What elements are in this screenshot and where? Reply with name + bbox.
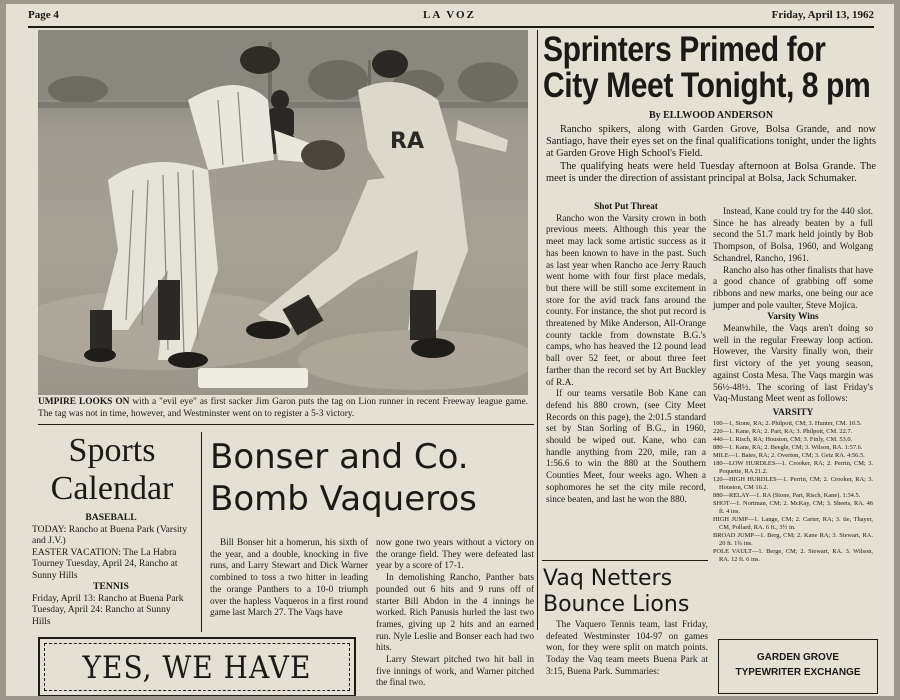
body-paragraph: Instead, Kane could try for the 440 slot. Since he has already beaten by a full second the 51.7 mark held jointly by Bob Thompson, of Bolsa, 1960, and Wolgang Schandrel, Rancho, 1961. <box>713 207 873 264</box>
section-rule <box>38 424 534 425</box>
results-title: VARSITY <box>772 407 814 418</box>
sprinters-column-1 <box>546 202 706 506</box>
body-paragraph: Rancho won the Varsity crown in both previous meets. Although this year the meet may lack some artistic success as it has been known to have in the past. Such as last year when Rancho ace Jerry Rauch went home with four first place medals, but there will be still some excitement in store for the avid track fans around the county. For instance, the shot put record is threatened by Mike Anderson, All-Orange county tackle from downstate B.G.'s camps, who has heaved the 12 pound lead ball over 52 feet, or about three feet farther than the record set by Art Buckley of R.A. <box>546 213 706 388</box>
bonser-column-2 <box>376 538 534 690</box>
schedule-item: EASTER VACATION: The La Habra Tourney Tuesday, April 24, Rancho at Sunny Hills <box>32 546 178 581</box>
lead-paragraph: The qualifying heats were held Tuesday afternoon at Bolsa Grande. The meet is under the direction of assistant principal at Bolsa, Jack Schumaker. <box>546 160 876 184</box>
masthead-rule <box>28 26 874 28</box>
photo-caption <box>38 396 528 420</box>
column-rule <box>201 432 202 632</box>
masthead <box>28 9 874 25</box>
body-paragraph: If our teams versatile Bob Kane can defend his 880 crown, (see City Meet Records on this page), the 2:01.5 standard set by Stan Sorling of B.G., in 1960, should be wiped out. Kane, who can handle anything from 220, mile, ran a 1:56.6 to win the 880 at the Southern Counties Meet, four weeks ago. When a sophomores he set the city mile record, since beaten, and last he won the 880. <box>546 389 706 505</box>
body-paragraph: The Vaquero Tennis team, last Friday, defeated Westminster 104-97 on games won, for they were split on match points. Today the Vaq team meets Buena Park at 3:15, Buena Park. Summaries: <box>546 620 708 677</box>
results-item: SHOT—1. Nortman, CM; 2. McKay, CM; 3. Sheets, RA. 46 ft. 4 ins. <box>713 499 873 515</box>
ad-text: YES, WE HAVE <box>82 649 312 686</box>
sports-calendar-title-line2: Calendar <box>50 470 174 507</box>
results-item: 100—1, Stone, RA; 2. Philpott, CM; 3. Hunter, CM. 10.5. <box>713 419 862 427</box>
bonser-headline-line2: Bomb Vaqueros <box>210 479 477 519</box>
results-item: 880—RELAY—1. RA (Stone, Part, Risch, Kane). 1:34.5. <box>713 491 861 499</box>
sprinters-lead <box>546 124 876 185</box>
column-rule <box>537 30 538 630</box>
netters-headline-line1: Vaq Netters <box>543 566 673 591</box>
schedule-header-tennis: TENNIS <box>93 581 129 592</box>
results-item: 220—1. Kane, RA; 2. Part, RA; 3. Philpott, CM. 22.7. <box>713 427 853 435</box>
svg-text:RA: RA <box>390 129 424 154</box>
results-item: 440—1. Risch, RA; Houston, CM; 3. Finly, CM. 53.0. <box>713 435 853 443</box>
body-paragraph: now gone two years without a victory on the orange field. They were defeated last year by a score of 17-1. <box>376 538 534 572</box>
caption-text: with a "evil eye" as first sacker Jim Garon puts the tag on Lion runner in recent Freeway league game. The tag was not in time, however, and Westminster went on to register a 5-3 victory. <box>38 397 528 419</box>
body-paragraph: Meanwhile, the Vaqs aren't doing so well in the regular Freeway loop action. However, the Varsity finally won, their first victory of the yet young season, against Costa Mesa. The Vaqs margin was 56½-48½. The scoring of last Friday's Vaq-Mustang Meet went as follows: <box>713 324 873 405</box>
sports-calendar-title <box>32 432 192 508</box>
netters-body <box>546 620 708 679</box>
body-paragraph: In demolishing Rancho, Panther bats pounded out 6 hits and 9 runs off of starter Bill Abdon in the 4 innings he worked. Rich Panusis hurled the last two frames, giving up 2 hits and an earned run. Nyle Leslie and Bonser each had two hits. <box>376 573 534 654</box>
bonser-headline <box>210 436 510 520</box>
results-item: 880—1. Kane, RA; 2. Beegle, CM; 3. Wilson, RA. 1:57.6. <box>713 443 863 451</box>
byline: By ELLWOOD ANDERSON <box>648 110 774 121</box>
results-item: 180—LOW HURDLES—1. Crooker, RA; 2. Perrin, CM; 3. Poquette, RA 21.2. <box>713 459 873 475</box>
netters-headline-line2: Bounce Lions <box>543 592 690 617</box>
sprinters-headline-line2: City Meet Tonight, 8 pm <box>543 66 871 105</box>
results-item: POLE VAULT—1. Berge, CM; 2. Stewart, RA. 3. Wilson, RA. 12 ft. 6 ins. <box>713 547 873 563</box>
yes-we-have-ad <box>38 637 356 696</box>
subhead-varsity-wins: Varsity Wins <box>767 312 819 323</box>
ad-line: TYPEWRITER EXCHANGE <box>735 667 861 678</box>
body-paragraph: Rancho also has other finalists that have a good chance of grabbing off some ribbons and new marks, one being our ace jumper and pole vaulter, Steve Mojica. <box>713 265 873 311</box>
body-paragraph: Larry Stewart pitched two hit ball in five innings of work, and Warner pitched the final two. <box>376 655 534 689</box>
results-list <box>713 420 873 564</box>
issue-date: Friday, April 13, 1962 <box>771 9 874 21</box>
netters-headline <box>543 566 713 618</box>
results-item: BROAD JUMP—1. Berg, CM; 2. Kane RA; 3. Stewart, RA. 20 ft. 1¾ ins. <box>713 531 873 547</box>
section-rule <box>542 560 708 561</box>
baseball-photo <box>38 30 528 395</box>
bonser-headline-line1: Bonser and Co. <box>210 437 469 477</box>
schedule-header-baseball: BASEBALL <box>85 512 137 523</box>
schedule-item: Tuesday, April 24: Rancho at Sunny Hills <box>32 604 171 627</box>
sprinters-headline <box>543 30 871 105</box>
baseball-photo-art <box>38 30 528 395</box>
sports-schedule <box>32 512 190 627</box>
paper-name: LA VOZ <box>423 9 476 21</box>
sprinters-headline-line1: Sprinters Primed for <box>543 30 826 69</box>
newspaper-page <box>6 4 894 696</box>
sprinters-column-2 <box>713 207 873 564</box>
schedule-item: Friday, April 13: Rancho at Buena Park <box>32 592 184 604</box>
results-item: 120—HIGH HURDLES—1. Perrin, CM; 2. Crooker, RA; 3. Houston, CM 16.2. <box>713 475 873 491</box>
results-item: MILE—1. Bates, RA; 2. Overton, CM; 3. Getz RA. 4:56.5. <box>713 451 865 459</box>
page-number: Page 4 <box>28 9 59 21</box>
body-paragraph: Bill Bonser hit a homerun, his sixth of the year, and a double, knocking in five runs, and Larry Stewart and Dick Warner combined to toss a two hitter in leading the orange Panthers to a 10-0 triumph over the hapless Vaqueros in a first round game last March 27. The Vaqs have <box>210 538 368 619</box>
sports-calendar-title-line1: Sports <box>68 432 156 469</box>
results-item: HIGH JUMP—1. Lange, CM; 2. Carter, RA; 3. tie, Thayer, CM, Pollard, RA. 6 ft., 3½ in. <box>713 515 873 531</box>
bonser-column-1 <box>210 538 368 620</box>
subhead-shot-put: Shot Put Threat <box>594 202 658 212</box>
schedule-item: TODAY: Rancho at Buena Park (Varsity and J.V.) <box>32 523 187 546</box>
lead-paragraph: Rancho spikers, along with Garden Grove, Bolsa Grande, and now Santiago, have their eyes set on the final qualifications tonight, under the lights at Garden Grove High School's Field. <box>546 124 876 160</box>
ad-line: GARDEN GROVE <box>756 652 840 663</box>
caption-lead: UMPIRE LOOKS ON <box>38 397 130 407</box>
garden-grove-ad <box>718 639 878 694</box>
